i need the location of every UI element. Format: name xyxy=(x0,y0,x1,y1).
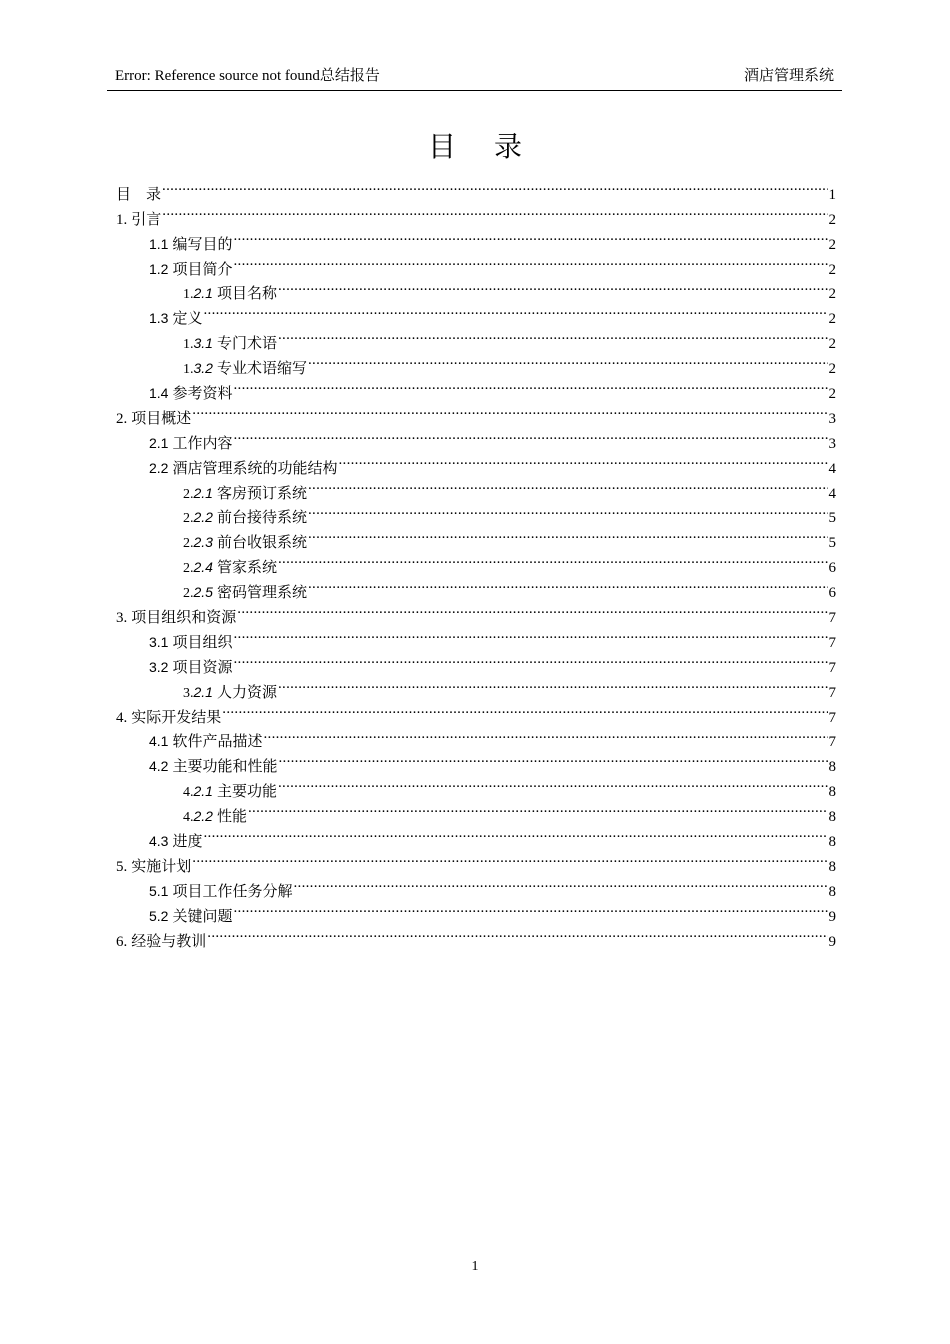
toc-entry-page: 8 xyxy=(828,809,836,826)
header-document-title: Error: Reference source not found总结报告 xyxy=(115,68,380,84)
toc-entry-page: 7 xyxy=(828,734,836,751)
toc-entry-page: 1 xyxy=(828,186,836,203)
toc-entry-label: 项目组织和资源 xyxy=(131,610,237,627)
toc-entry-number: 2.1 xyxy=(149,434,169,451)
toc-entry-label: 项目资源 xyxy=(172,659,233,676)
toc-entry-label: 性能 xyxy=(216,809,247,826)
toc-entry-number-sub: 2.1 xyxy=(193,285,213,302)
toc-entry-page: 8 xyxy=(828,834,836,851)
toc-entry-label: 客房预订系统 xyxy=(216,485,307,502)
toc-entry-page: 8 xyxy=(828,883,836,900)
toc-entry-label: 项目概述 xyxy=(131,410,192,427)
toc-leader-dots xyxy=(237,597,827,622)
toc-entry-number xyxy=(183,331,213,358)
toc-entry-page: 7 xyxy=(828,659,836,676)
toc-leader-dots xyxy=(203,821,827,846)
toc-entry[interactable] xyxy=(116,298,836,328)
toc-entry[interactable] xyxy=(116,871,836,900)
toc-leader-dots xyxy=(233,423,827,448)
toc-leader-dots xyxy=(293,871,827,896)
toc-leader-dots xyxy=(278,672,828,697)
toc-entry-page: 3 xyxy=(828,410,836,427)
toc-entry-number xyxy=(183,356,213,383)
toc-entry-number: 1.4 xyxy=(149,385,169,402)
toc-entry-page: 7 xyxy=(828,684,836,701)
toc-entry-number-lead: 1. xyxy=(183,362,194,378)
toc-entry-number: 1.3 xyxy=(149,310,169,327)
toc-leader-dots xyxy=(233,224,827,249)
toc-entry-label: 软件产品描述 xyxy=(172,734,263,751)
toc-leader-dots xyxy=(278,771,828,796)
toc-leader-dots xyxy=(278,547,828,572)
toc-entry-label: 实施计划 xyxy=(131,858,192,875)
toc-leader-dots xyxy=(308,572,828,597)
toc-entry-label: 定义 xyxy=(172,311,203,328)
toc-entry-label: 前台收银系统 xyxy=(216,535,307,552)
toc-entry[interactable] xyxy=(116,174,836,203)
toc-entry-page: 8 xyxy=(828,784,836,801)
toc-entry-label: 主要功能 xyxy=(216,784,277,801)
toc-entry-label: 项目组织 xyxy=(172,634,233,651)
toc-entry-page: 7 xyxy=(828,634,836,651)
toc-entry-number-lead: 3. xyxy=(183,685,194,701)
toc-entry-page: 2 xyxy=(828,361,836,378)
toc-entry-number xyxy=(183,555,213,582)
toc-title-char-1: 目 xyxy=(427,132,456,163)
toc-entry-number-lead: 2. xyxy=(183,586,194,602)
toc-entry-page: 9 xyxy=(828,933,836,950)
toc-entry-page: 2 xyxy=(828,386,836,403)
toc-entry[interactable] xyxy=(116,821,836,851)
toc-entry-number-sub: 2.1 xyxy=(193,683,213,700)
toc-entry-number-sub: 2.2 xyxy=(193,808,213,825)
toc-entry-page: 9 xyxy=(828,908,836,925)
toc-entry-label: 项目工作任务分解 xyxy=(172,883,293,900)
toc-entry-number: 4.3 xyxy=(149,833,169,850)
toc-entry-number xyxy=(183,580,213,607)
toc-entry-page: 7 xyxy=(828,610,836,627)
toc-entry-number-sub: 3.1 xyxy=(193,335,213,352)
toc-entry-label: 进度 xyxy=(172,834,203,851)
toc-entry-label: 项目简介 xyxy=(172,261,233,278)
toc-leader-dots xyxy=(203,298,827,323)
toc-leader-dots xyxy=(233,249,827,274)
toc-entry-number-sub: 2.2 xyxy=(193,509,213,526)
toc-leader-dots xyxy=(308,348,828,373)
toc-leader-dots xyxy=(278,323,828,348)
toc-entry-number-sub: 3.2 xyxy=(193,360,213,377)
toc-leader-dots xyxy=(263,722,827,747)
page-number: 1 xyxy=(471,1259,479,1274)
toc-entry-page: 7 xyxy=(828,709,836,726)
toc-leader-dots xyxy=(278,274,828,299)
toc-entry[interactable] xyxy=(116,423,836,452)
toc-leader-dots xyxy=(233,373,827,398)
toc-entry-number: 5.2 xyxy=(149,907,169,924)
toc-leader-dots xyxy=(192,846,827,871)
toc-entry-page: 2 xyxy=(828,261,836,278)
toc-entry-page: 6 xyxy=(828,560,836,577)
toc-entry-number: 3.2 xyxy=(149,658,169,675)
toc-entry-number xyxy=(183,680,213,707)
toc-title-char-2: 录 xyxy=(494,132,523,163)
page-header xyxy=(107,66,842,91)
toc-entry-number: 5. xyxy=(116,858,128,875)
toc-entry-number: 1.1 xyxy=(149,235,169,252)
toc-entry-number-lead: 2. xyxy=(183,511,194,527)
toc-entry-number: 1. xyxy=(116,211,128,228)
toc-entry-label: 管家系统 xyxy=(216,560,277,577)
toc-entry-number: 6. xyxy=(116,933,128,950)
toc-entry-number-lead: 4. xyxy=(183,785,194,801)
toc-leader-dots xyxy=(233,896,827,921)
header-system-name: 酒店管理系统 xyxy=(743,68,834,84)
toc-entry-number: 2. xyxy=(116,410,128,427)
toc-entry-label: 参考资料 xyxy=(172,386,233,403)
toc-entry-label: 引言 xyxy=(131,211,162,228)
toc-entry-number-lead: 2. xyxy=(183,536,194,552)
toc-entry-number-lead: 1. xyxy=(183,287,194,303)
toc-entry-number: 2.2 xyxy=(149,459,169,476)
toc-entry[interactable] xyxy=(116,398,836,427)
toc-entry-page: 2 xyxy=(828,211,836,228)
toc-entry-page: 2 xyxy=(828,236,836,253)
toc-entry[interactable] xyxy=(116,199,836,228)
toc-entry-label: 前台接待系统 xyxy=(216,510,307,527)
toc-entry-page: 2 xyxy=(828,311,836,328)
toc-entry[interactable] xyxy=(116,224,836,253)
toc-entry-label: 密码管理系统 xyxy=(216,585,307,602)
toc-entry-number-lead: 2. xyxy=(183,486,194,502)
toc-leader-dots xyxy=(338,448,827,473)
toc-leader-dots xyxy=(207,921,827,946)
toc-entry[interactable] xyxy=(116,722,836,751)
toc-title xyxy=(0,130,950,166)
toc-entry-page: 4 xyxy=(828,460,836,477)
toc-entry[interactable] xyxy=(116,323,836,353)
toc-entry-label: 项目名称 xyxy=(216,286,277,303)
toc-leader-dots xyxy=(308,473,828,498)
toc-entry-label: 实际开发结果 xyxy=(131,709,222,726)
toc-entry-label: 目 录 xyxy=(116,186,162,203)
toc-entry-number: 5.1 xyxy=(149,882,169,899)
toc-entry-number-lead: 1. xyxy=(183,337,194,353)
toc-leader-dots xyxy=(162,174,827,199)
toc-entry-page: 2 xyxy=(828,336,836,353)
toc-entry-page: 4 xyxy=(828,485,836,502)
toc-entry-number-sub: 2.5 xyxy=(193,584,213,601)
toc-entry-page: 5 xyxy=(828,535,836,552)
toc-entry-number-sub: 2.1 xyxy=(193,484,213,501)
toc-entry-number-lead: 2. xyxy=(183,561,194,577)
toc-entry-label: 专门术语 xyxy=(216,336,277,353)
toc-entry-page: 5 xyxy=(828,510,836,527)
toc-entry-page: 2 xyxy=(828,286,836,303)
toc-entry-number xyxy=(183,505,213,532)
toc-entry-label: 人力资源 xyxy=(216,684,277,701)
toc-entry-number: 1.2 xyxy=(149,260,169,277)
toc-entry[interactable] xyxy=(116,846,836,875)
toc-leader-dots xyxy=(192,398,827,423)
toc-entry-number: 3.1 xyxy=(149,633,169,650)
toc-entry-label: 编写目的 xyxy=(172,236,233,253)
toc-entry-number xyxy=(183,779,213,806)
toc-entry-label: 专业术语缩写 xyxy=(216,361,307,378)
toc-entry-label: 经验与教训 xyxy=(131,933,207,950)
toc-entry-page: 3 xyxy=(828,435,836,452)
toc-leader-dots xyxy=(162,199,827,224)
toc-entry-page: 8 xyxy=(828,858,836,875)
toc-entry-page: 6 xyxy=(828,585,836,602)
toc-entry-number xyxy=(183,481,213,508)
toc-entry-number: 4.2 xyxy=(149,758,169,775)
toc-entry-label: 酒店管理系统的功能结构 xyxy=(172,460,338,477)
toc-entry-number: 3. xyxy=(116,610,128,627)
toc-entry-number: 4.1 xyxy=(149,733,169,750)
toc-entry-number-sub: 2.1 xyxy=(193,783,213,800)
toc-leader-dots xyxy=(278,746,827,771)
toc-entry-number xyxy=(183,530,213,557)
toc-leader-dots xyxy=(308,498,828,523)
toc-entry-number-sub: 2.3 xyxy=(193,534,213,551)
toc-leader-dots xyxy=(233,622,827,647)
toc-entry-label: 主要功能和性能 xyxy=(172,759,278,776)
toc-leader-dots xyxy=(233,647,827,672)
toc-entry[interactable] xyxy=(116,921,836,950)
toc-leader-dots xyxy=(308,522,828,547)
toc-entry-number-lead: 4. xyxy=(183,810,194,826)
toc-leader-dots xyxy=(248,796,828,821)
toc-entry-page: 8 xyxy=(828,759,836,776)
toc-entry-number: 4. xyxy=(116,709,128,726)
toc-entry-number-sub: 2.4 xyxy=(193,559,213,576)
toc-entry[interactable] xyxy=(116,697,836,726)
toc-entry-label: 关键问题 xyxy=(172,908,233,925)
toc-entry-label: 工作内容 xyxy=(172,435,233,452)
table-of-contents xyxy=(116,174,836,950)
toc-leader-dots xyxy=(222,697,827,722)
